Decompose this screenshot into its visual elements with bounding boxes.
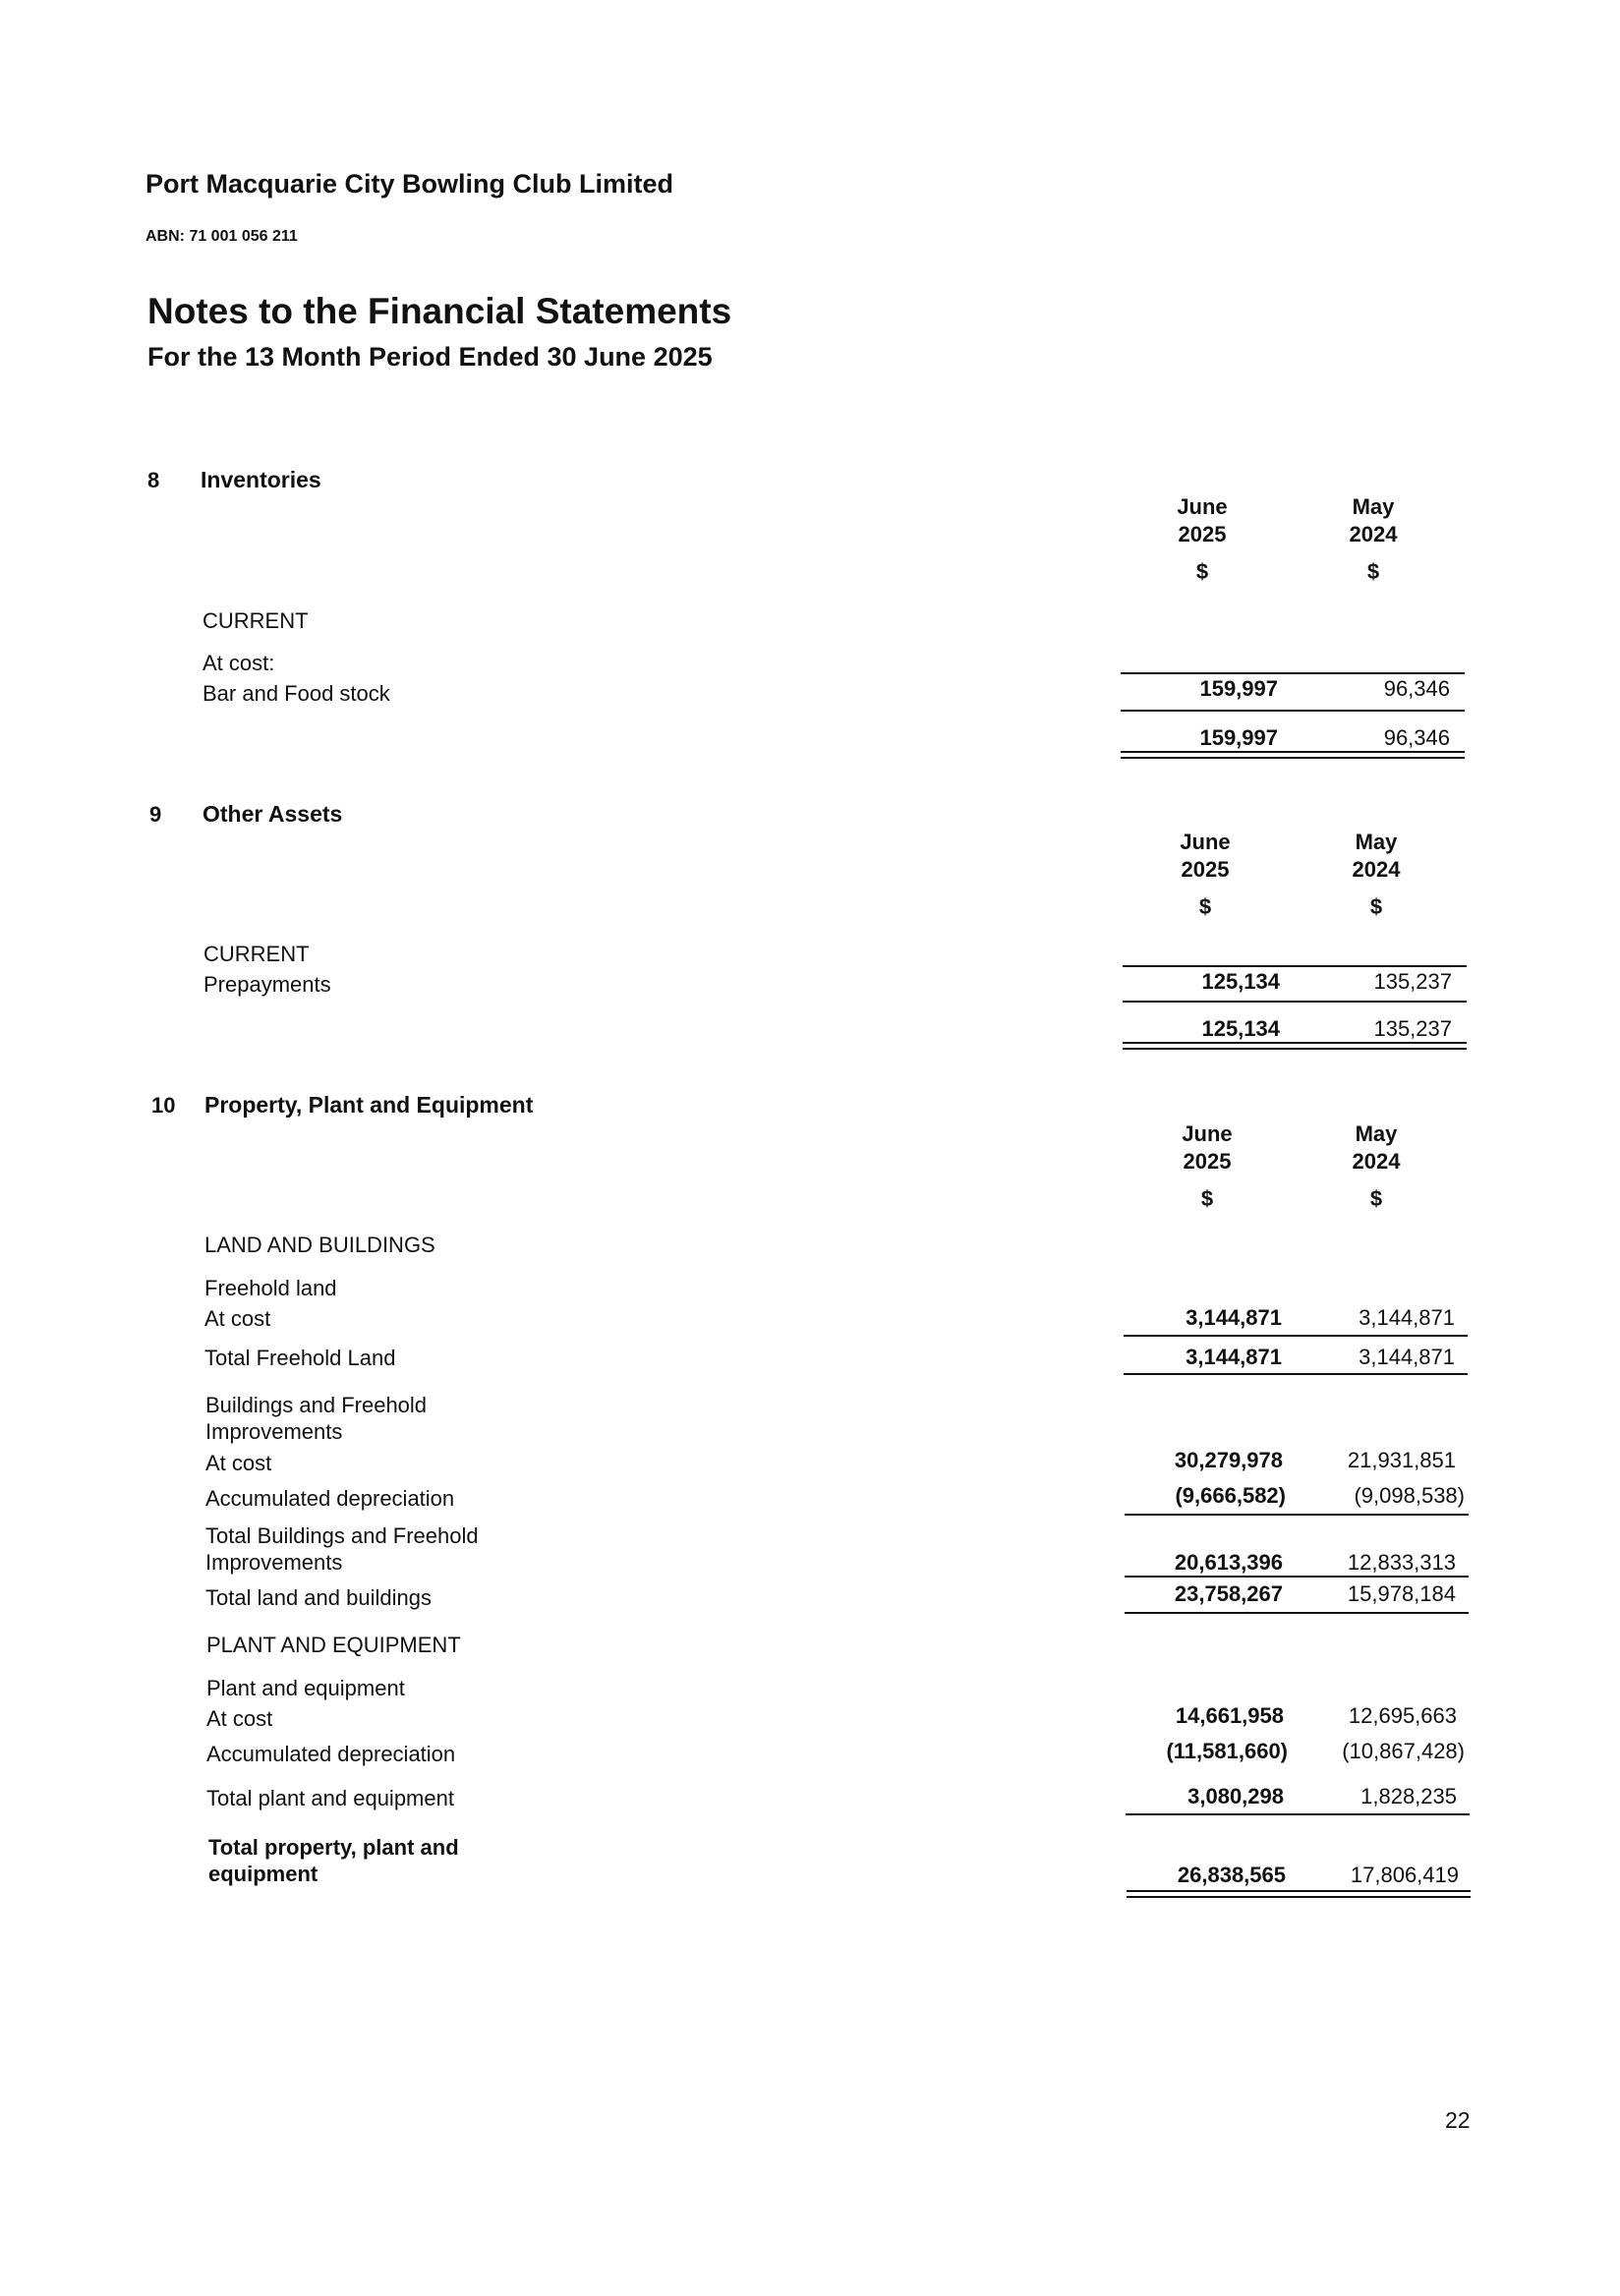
- note-8-at-cost-label: At cost:: [202, 651, 275, 675]
- buildings-improvements-label: [205, 1392, 427, 1445]
- buildings-total-label: [205, 1522, 479, 1576]
- note-9-current-label: CURRENT: [203, 942, 310, 966]
- buildings-improvements-label-line2: Improvements: [205, 1419, 343, 1444]
- note-8-current-label: CURRENT: [202, 608, 309, 633]
- land-buildings-total-current: 23,758,267: [1174, 1581, 1283, 1606]
- abn: ABN: 71 001 056 211: [145, 228, 298, 245]
- note-8-subtotal-rule: [1121, 710, 1465, 712]
- ppe-total-label-line2: equipment: [208, 1862, 318, 1886]
- buildings-total-rule: [1125, 1576, 1469, 1578]
- col-current-month: June: [1177, 494, 1228, 519]
- col-current-month: June: [1182, 1121, 1233, 1146]
- plant-at-cost-prior: 12,695,663: [1348, 1703, 1457, 1728]
- plant-depreciation-label: Accumulated depreciation: [206, 1742, 456, 1766]
- note-8-title: Inventories: [201, 467, 321, 492]
- note-8-number: 8: [147, 468, 160, 492]
- freehold-land-at-cost-current: 3,144,871: [1186, 1305, 1282, 1330]
- note-8-rule: [1121, 672, 1465, 674]
- note-10-title: Property, Plant and Equipment: [204, 1092, 534, 1118]
- col-current-year: 2025: [1183, 1149, 1232, 1174]
- plant-total-prior: 1,828,235: [1360, 1784, 1457, 1808]
- note-8-col-prior: [1314, 493, 1432, 586]
- land-buildings-heading: LAND AND BUILDINGS: [204, 1233, 435, 1257]
- col-current-year: 2025: [1178, 522, 1227, 546]
- note-9-total-current: 125,134: [1201, 1016, 1280, 1041]
- note-9-row-label: Prepayments: [203, 972, 331, 997]
- note-10-number: 10: [151, 1093, 176, 1118]
- col-current-currency: $: [1195, 559, 1209, 584]
- note-9-total-prior: 135,237: [1373, 1016, 1452, 1041]
- note-9-rule: [1123, 965, 1467, 967]
- note-9-total-double-rule: [1123, 1042, 1467, 1050]
- note-9-subtotal-rule: [1123, 1001, 1467, 1003]
- plant-total-rule: [1126, 1813, 1470, 1815]
- note-9-title: Other Assets: [202, 801, 343, 827]
- freehold-land-label: Freehold land: [204, 1276, 337, 1300]
- note-8-row-prior: 96,346: [1383, 676, 1450, 701]
- land-buildings-total-prior: 15,978,184: [1347, 1581, 1456, 1606]
- ppe-total-label: [208, 1834, 459, 1887]
- freehold-land-at-cost-prior: 3,144,871: [1359, 1305, 1455, 1330]
- note-9-col-prior: [1317, 829, 1435, 921]
- land-buildings-total-rule: [1125, 1612, 1469, 1614]
- col-prior-month: May: [1352, 494, 1395, 519]
- buildings-total-label-line2: Improvements: [205, 1550, 343, 1575]
- plant-depreciation-prior: (10,867,428): [1342, 1739, 1465, 1763]
- buildings-depreciation-prior: (9,098,538): [1354, 1483, 1465, 1508]
- buildings-total-prior: 12,833,313: [1347, 1550, 1456, 1575]
- company-name: Port Macquarie City Bowling Club Limited: [145, 169, 674, 199]
- freehold-land-rule: [1124, 1335, 1468, 1337]
- plant-total-current: 3,080,298: [1187, 1784, 1284, 1808]
- ppe-total-current: 26,838,565: [1177, 1863, 1286, 1887]
- col-prior-currency: $: [1366, 559, 1380, 584]
- note-9-row-current: 125,134: [1201, 969, 1280, 994]
- col-current-currency: $: [1200, 1186, 1214, 1211]
- ppe-total-prior: 17,806,419: [1350, 1863, 1459, 1887]
- freehold-land-total-prior: 3,144,871: [1359, 1345, 1455, 1369]
- buildings-at-cost-label: At cost: [205, 1451, 272, 1475]
- freehold-land-total-label: Total Freehold Land: [204, 1346, 396, 1370]
- col-prior-month: May: [1355, 1121, 1398, 1146]
- plant-equipment-label: Plant and equipment: [206, 1676, 405, 1700]
- note-9-col-current: [1146, 829, 1264, 921]
- plant-at-cost-current: 14,661,958: [1175, 1703, 1284, 1728]
- page-title: Notes to the Financial Statements: [147, 291, 732, 331]
- buildings-improvements-label-line1: Buildings and Freehold: [205, 1393, 428, 1417]
- plant-at-cost-label: At cost: [206, 1706, 273, 1731]
- note-8-row-current: 159,997: [1199, 676, 1278, 701]
- col-current-month: June: [1180, 830, 1231, 854]
- col-prior-currency: $: [1369, 894, 1383, 919]
- note-8-col-current: [1143, 493, 1261, 586]
- note-10-col-current: [1148, 1120, 1266, 1213]
- freehold-land-total-rule: [1124, 1373, 1468, 1375]
- plant-total-label: Total plant and equipment: [206, 1786, 454, 1810]
- note-9-row-prior: 135,237: [1373, 969, 1452, 994]
- buildings-depreciation-label: Accumulated depreciation: [205, 1486, 455, 1511]
- page-number: 22: [1445, 2107, 1471, 2133]
- buildings-depreciation-current: (9,666,582): [1175, 1483, 1286, 1508]
- plant-equipment-heading: PLANT AND EQUIPMENT: [206, 1633, 461, 1657]
- note-10-col-prior: [1317, 1120, 1435, 1213]
- col-prior-year: 2024: [1349, 522, 1398, 546]
- freehold-land-total-current: 3,144,871: [1186, 1345, 1282, 1369]
- land-buildings-total-label: Total land and buildings: [205, 1585, 432, 1610]
- ppe-total-double-rule: [1127, 1890, 1471, 1898]
- freehold-land-at-cost-label: At cost: [204, 1306, 271, 1331]
- col-prior-year: 2024: [1352, 1149, 1401, 1174]
- plant-depreciation-current: (11,581,660): [1166, 1739, 1288, 1763]
- buildings-total-current: 20,613,396: [1174, 1550, 1283, 1575]
- buildings-at-cost-prior: 21,931,851: [1347, 1448, 1456, 1472]
- note-8-total-current: 159,997: [1199, 725, 1278, 750]
- buildings-total-label-line1: Total Buildings and Freehold: [205, 1523, 479, 1548]
- col-prior-month: May: [1355, 830, 1398, 854]
- buildings-at-cost-current: 30,279,978: [1174, 1448, 1283, 1472]
- buildings-rule: [1125, 1514, 1469, 1516]
- note-8-row-label: Bar and Food stock: [202, 681, 390, 706]
- ppe-total-label-line1: Total property, plant and: [208, 1835, 459, 1860]
- col-prior-year: 2024: [1352, 857, 1401, 882]
- note-9-number: 9: [149, 802, 162, 827]
- page-subtitle: For the 13 Month Period Ended 30 June 2025: [147, 342, 713, 372]
- col-current-currency: $: [1198, 894, 1212, 919]
- col-current-year: 2025: [1181, 857, 1230, 882]
- note-8-total-prior: 96,346: [1383, 725, 1450, 750]
- note-8-total-double-rule: [1121, 751, 1465, 759]
- col-prior-currency: $: [1369, 1186, 1383, 1211]
